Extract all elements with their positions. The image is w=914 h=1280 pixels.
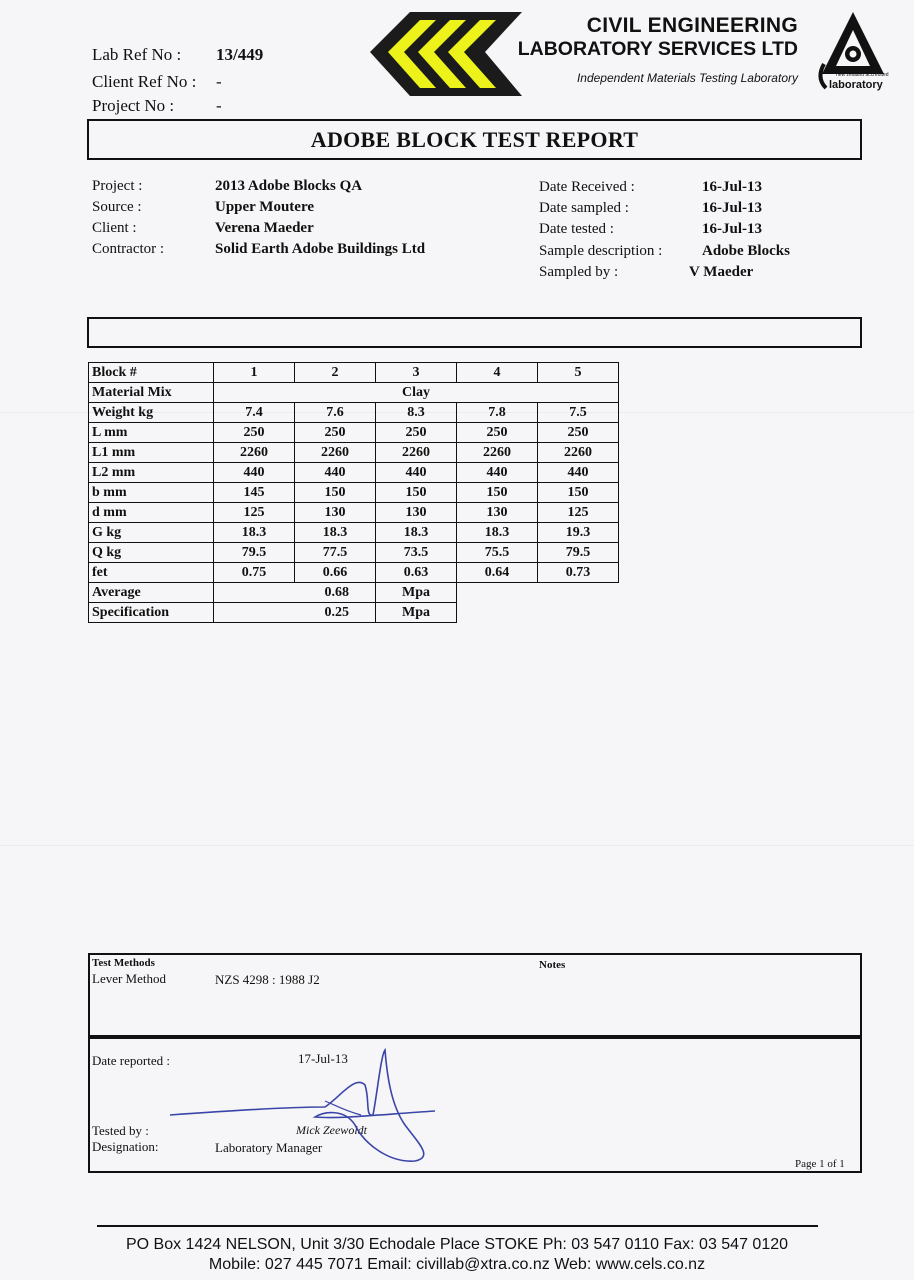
row-label: b mm (89, 483, 214, 503)
table-row (89, 363, 619, 383)
sample-description-value: Adobe Blocks (702, 243, 790, 259)
table-cell: 150 (376, 483, 457, 503)
table-cell: 75.5 (457, 543, 538, 563)
table-cell: 130 (376, 503, 457, 523)
table-row (89, 583, 619, 603)
table-cell: 19.3 (538, 523, 619, 543)
block-header-label: Block # (89, 363, 214, 383)
table-row (89, 383, 619, 403)
specification-value: 0.25 (214, 603, 376, 623)
row-label: Weight kg (89, 403, 214, 423)
table-cell: 150 (295, 483, 376, 503)
chevron-logo-icon (370, 12, 522, 96)
footer-contact (0, 1236, 914, 1274)
material-mix-value: Clay (214, 383, 619, 403)
table-cell: 18.3 (457, 523, 538, 543)
designation-value: Laboratory Manager (215, 1140, 323, 1155)
table-cell: 250 (538, 423, 619, 443)
footer-address-line: PO Box 1424 NELSON, Unit 3/30 Echodale Place STOKE Ph: 03 547 0110 Fax: 03 547 0120 (125, 1236, 789, 1253)
table-row (89, 503, 619, 523)
table-cell: 7.8 (457, 403, 538, 423)
sampled-by-value: V Maeder (689, 264, 754, 280)
test-methods-box (88, 953, 862, 1037)
empty-banner-box (87, 317, 862, 348)
report-title: ADOBE BLOCK TEST REPORT (87, 119, 862, 160)
date-received-value: 16-Jul-13 (702, 179, 762, 195)
table-cell: 0.75 (214, 563, 295, 583)
table-cell: 2260 (376, 443, 457, 463)
designation-label: Designation: (92, 1139, 159, 1154)
row-label: Q kg (89, 543, 214, 563)
block-number: 3 (376, 363, 457, 383)
table-cell: 250 (376, 423, 457, 443)
table-cell: 125 (538, 503, 619, 523)
tested-by-label: Tested by : (92, 1123, 149, 1138)
lever-method-label: Lever Method (92, 971, 167, 986)
date-reported-label: Date reported : (92, 1053, 170, 1068)
sample-info (539, 179, 839, 289)
notes-heading: Notes (539, 959, 566, 971)
row-label: fet (89, 563, 214, 583)
test-methods-heading: Test Methods (92, 957, 155, 969)
table-cell: 2260 (295, 443, 376, 463)
row-label: G kg (89, 523, 214, 543)
project-info (92, 178, 512, 268)
accreditation-text: laboratory (829, 79, 883, 91)
row-label: L1 mm (89, 443, 214, 463)
contractor-value: Solid Earth Adobe Buildings Ltd (215, 241, 426, 257)
table-cell: 18.3 (376, 523, 457, 543)
project-no-label: Project No : (92, 96, 175, 115)
blank-cell (457, 603, 619, 623)
test-results-table (88, 362, 619, 623)
project-value: 2013 Adobe Blocks QA (215, 178, 363, 194)
table-row (89, 403, 619, 423)
table-row (89, 523, 619, 543)
table-cell: 440 (295, 463, 376, 483)
table-row (89, 543, 619, 563)
source-value: Upper Moutere (215, 199, 315, 215)
table-cell: 250 (295, 423, 376, 443)
table-cell: 0.63 (376, 563, 457, 583)
blank-cell (457, 583, 619, 603)
table-cell: 7.5 (538, 403, 619, 423)
table-row (89, 443, 619, 463)
table-cell: 8.3 (376, 403, 457, 423)
table-cell: 0.64 (457, 563, 538, 583)
block-number: 1 (214, 363, 295, 383)
company-tagline: Independent Materials Testing Laboratory (576, 71, 798, 85)
specification-label: Specification (89, 603, 214, 623)
accreditation-small-text: new zealand accredited (836, 72, 889, 78)
table-cell: 2260 (214, 443, 295, 463)
table-row (89, 563, 619, 583)
date-reported-value: 17-Jul-13 (298, 1051, 348, 1066)
table-cell: 250 (457, 423, 538, 443)
client-value: Verena Maeder (215, 220, 314, 236)
table-cell: 440 (376, 463, 457, 483)
block-number: 4 (457, 363, 538, 383)
table-cell: 0.73 (538, 563, 619, 583)
paper-fold (0, 845, 914, 847)
tester-name: Mick Zeewoldt (296, 1123, 367, 1137)
table-cell: 18.3 (214, 523, 295, 543)
client-ref-value: - (216, 72, 222, 91)
date-sampled-value: 16-Jul-13 (702, 200, 762, 216)
table-row (89, 463, 619, 483)
date-tested-label: Date tested : (539, 221, 614, 237)
date-received-label: Date Received : (539, 179, 635, 195)
table-cell: 77.5 (295, 543, 376, 563)
table-cell: 150 (538, 483, 619, 503)
signature-icon (165, 1045, 445, 1165)
table-cell: 73.5 (376, 543, 457, 563)
reference-block (92, 45, 352, 115)
table-cell: 145 (214, 483, 295, 503)
sample-description-label: Sample description : (539, 243, 663, 259)
table-cell: 130 (457, 503, 538, 523)
sampled-by-label: Sampled by : (539, 264, 619, 280)
table-cell: 0.66 (295, 563, 376, 583)
company-line2: LABORATORY SERVICES LTD (517, 38, 798, 60)
row-label: L2 mm (89, 463, 214, 483)
table-row (89, 423, 619, 443)
specification-unit: Mpa (376, 603, 457, 623)
method-standard: NZS 4298 : 1988 J2 (215, 972, 320, 987)
source-label: Source : (92, 199, 142, 215)
table-cell: 7.4 (214, 403, 295, 423)
row-label: L mm (89, 423, 214, 443)
client-label: Client : (92, 220, 137, 236)
company-line1: CIVIL ENGINEERING (586, 14, 798, 37)
table-cell: 2260 (457, 443, 538, 463)
date-sampled-label: Date sampled : (539, 200, 629, 216)
lab-ref-value: 13/449 (216, 45, 264, 64)
table-body (89, 403, 619, 583)
table-cell: 2260 (538, 443, 619, 463)
average-value: 0.68 (214, 583, 376, 603)
date-tested-value: 16-Jul-13 (702, 221, 762, 237)
lab-ref-label: Lab Ref No : (92, 45, 182, 64)
table-row (89, 483, 619, 503)
contractor-label: Contractor : (92, 241, 165, 257)
project-no-value: - (216, 96, 222, 115)
table-row (89, 603, 619, 623)
table-cell: 79.5 (538, 543, 619, 563)
table-cell: 440 (457, 463, 538, 483)
average-unit: Mpa (376, 583, 457, 603)
table-cell: 440 (214, 463, 295, 483)
footer-web-line: Mobile: 027 445 7071 Email: civillab@xtra.co.nz Web: www.cels.co.nz (208, 1256, 706, 1273)
client-ref-label: Client Ref No : (92, 72, 197, 91)
block-number: 2 (295, 363, 376, 383)
table-cell: 79.5 (214, 543, 295, 563)
row-label: d mm (89, 503, 214, 523)
page-number: Page 1 of 1 (795, 1158, 845, 1170)
table-cell: 250 (214, 423, 295, 443)
company-name (505, 14, 798, 85)
average-label: Average (89, 583, 214, 603)
table-cell: 440 (538, 463, 619, 483)
table-cell: 18.3 (295, 523, 376, 543)
table-cell: 7.6 (295, 403, 376, 423)
footer-rule (97, 1225, 818, 1227)
material-mix-label: Material Mix (89, 383, 214, 403)
block-number: 5 (538, 363, 619, 383)
table-cell: 130 (295, 503, 376, 523)
table-cell: 125 (214, 503, 295, 523)
project-label: Project : (92, 178, 143, 194)
table-cell: 150 (457, 483, 538, 503)
